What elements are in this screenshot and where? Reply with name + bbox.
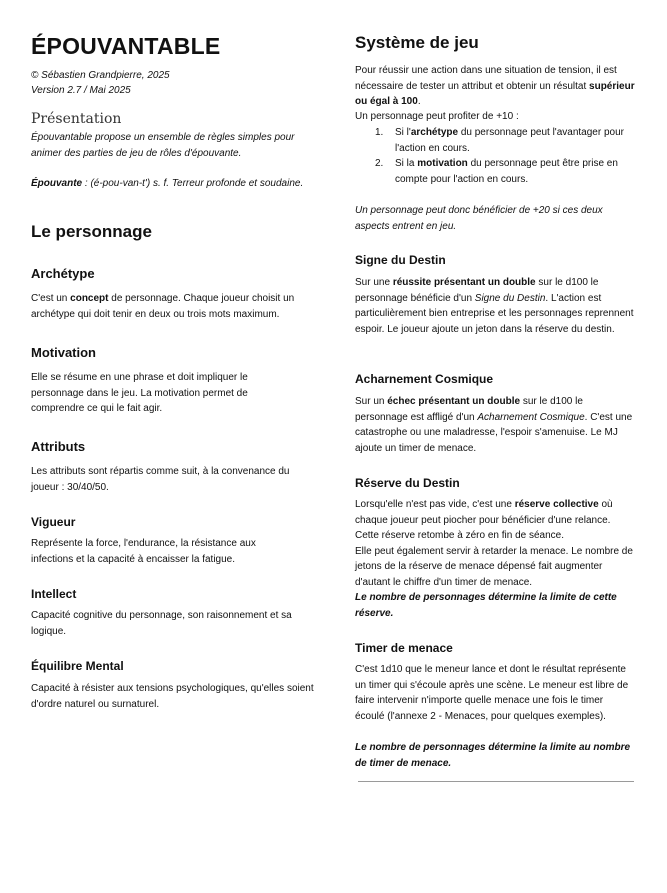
systeme-bonus: Un personnage peut donc bénéficier de +20 si ces deux aspects entrent en jeu. — [355, 205, 603, 232]
personnage-heading: Le personnage — [31, 222, 152, 241]
timer-text: C'est 1d10 que le meneur lance et dont le résultat représente un timer qui s'écoule après une scène. Le meneur est libre de faire intervenir n'importe quelle menace une fois le timer écoulé (l'annexe 2 - Menaces, pour quelques exemples). — [355, 664, 629, 722]
attributs-heading: Attributs — [31, 439, 86, 454]
systeme-list — [355, 125, 637, 187]
archetype-text: C'est un concept de personnage. Chaque joueur choisit un archétype qui doit tenir en deux ou trois mots maximum. — [31, 293, 295, 320]
reserve-text: Lorsqu'elle n'est pas vide, c'est une réserve collective où chaque joueur peut piocher pour bénéficier d'une relance. Cette réserve retombe à zéro en fin de séance. Elle peut également servir à retarder la menace. Le nombre de jetons de la réserve de menace dépensé fait augmenter d'autant le chiffre d'un timer de menace. — [355, 499, 633, 588]
destin-text: Sur une réussite présentant un double sur le d100 le personnage bénéficie d'un Signe du Destin. L'action est particulièrement bien entreprise et les personnages reprennent espoir. Le joueur ajoute un jeton dans la réserve du destin. — [355, 277, 634, 335]
version-line: Version 2.7 / Mai 2025 — [31, 85, 131, 96]
acharnement-text: Sur un échec présentant un double sur le d100 le personnage est affligé d'un Acharnement Cosmique. C'est une catastrophe ou une maladresse, l'espoir s'amenuise. Le MJ ajoute un timer de menace. — [355, 396, 633, 454]
definition-text — [31, 176, 316, 192]
destin-heading: Signe du Destin — [355, 253, 446, 267]
definition-term: Épouvante — [31, 178, 83, 189]
timer-note: Le nombre de personnages détermine la limite au nombre de timer de menace. — [355, 742, 631, 769]
motivation-text: Elle se résume en une phrase et doit impliquer le personnage dans le jeu. La motivation permet de comprendre ce qui le fait agir. — [31, 372, 248, 415]
acharnement-heading: Acharnement Cosmique — [355, 372, 494, 386]
credit-line: © Sébastien Grandpierre, 2025 — [31, 70, 170, 81]
intellect-text: Capacité cognitive du personnage, son raisonnement et sa logique. — [31, 610, 292, 637]
intellect-heading: Intellect — [31, 587, 77, 601]
list-item: 2. Si la motivation du personnage peut être prise en compte pour l'action en cours. — [375, 158, 618, 185]
equilibre-text: Capacité à résister aux tensions psychologiques, qu'elles soient d'ordre naturel ou surnaturel. — [31, 683, 314, 710]
systeme-profit: Un personnage peut profiter de +10 : — [355, 111, 519, 122]
timer-heading: Timer de menace — [355, 641, 453, 655]
presentation-heading: Présentation — [31, 111, 122, 127]
presentation-text: Épouvantable propose un ensemble de règles simples pour animer des parties de jeu de rôles d'épouvante. — [31, 132, 295, 159]
attributs-text: Les attributs sont répartis comme suit, à la convenance du joueur : 30/40/50. — [31, 466, 290, 493]
systeme-heading: Système de jeu — [355, 33, 479, 52]
document-title: ÉPOUVANTABLE — [31, 33, 221, 59]
section-divider — [358, 781, 634, 782]
equilibre-heading: Équilibre Mental — [31, 659, 124, 673]
systeme-intro: Pour réussir une action dans une situation de tension, il est nécessaire de tester un attribut et obtenir un résultat supérieur ou égal à 100. — [355, 65, 635, 108]
archetype-heading: Archétype — [31, 266, 95, 281]
vigueur-heading: Vigueur — [31, 515, 76, 529]
definition-body: : (é-pou-van-t') s. f. Terreur profonde et soudaine. — [82, 178, 304, 189]
list-item: 1. Si l'archétype du personnage peut l'avantager pour l'action en cours. — [375, 127, 624, 154]
vigueur-text: Représente la force, l'endurance, la résistance aux infections et la capacité à encaisser la fatigue. — [31, 538, 256, 565]
motivation-heading: Motivation — [31, 345, 96, 360]
reserve-note: Le nombre de personnages détermine la limite de cette réserve. — [355, 592, 617, 619]
reserve-heading: Réserve du Destin — [355, 476, 460, 490]
